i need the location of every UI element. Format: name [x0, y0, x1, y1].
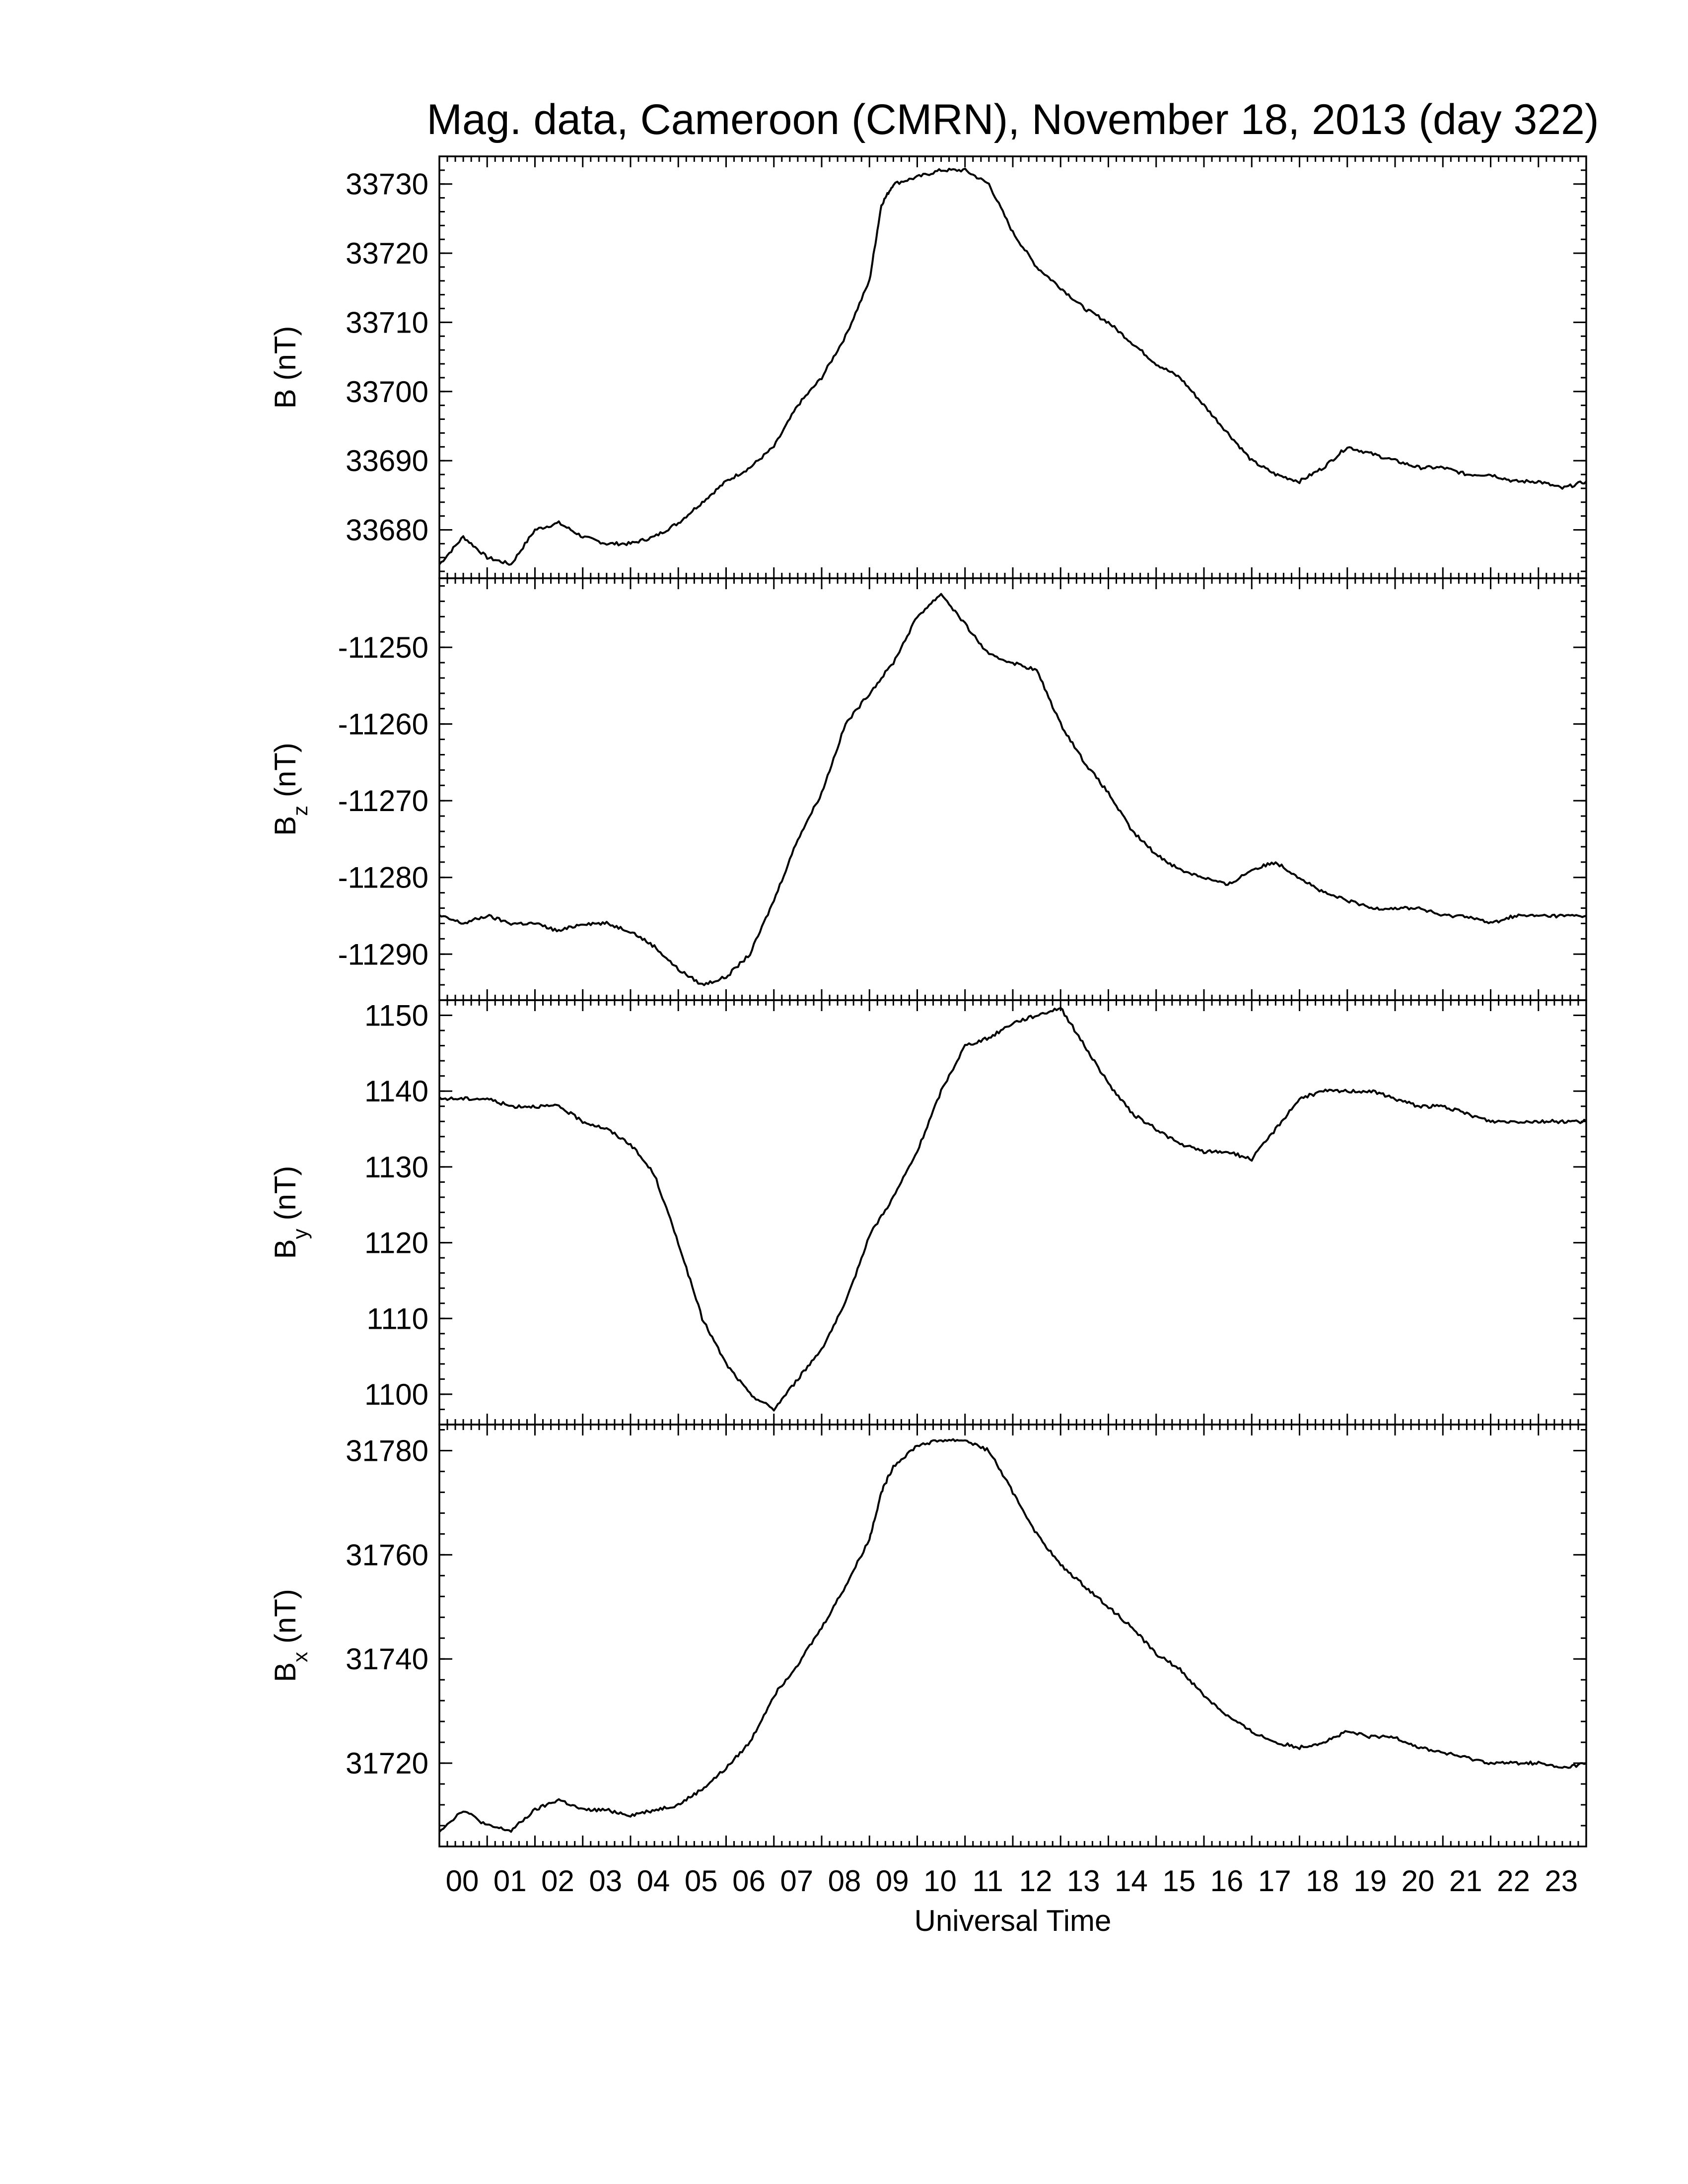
y-tick-label: 33710	[346, 306, 428, 340]
y-axis-label-unit: (nT)	[269, 743, 302, 806]
x-tick-label: 05	[684, 1864, 718, 1898]
x-tick-label: 09	[875, 1864, 909, 1898]
y-tick-label: 33690	[346, 444, 428, 478]
panel-By	[269, 999, 1586, 1425]
x-tick-label: 23	[1545, 1864, 1578, 1898]
panel-frame	[439, 578, 1586, 1000]
x-tick-label: 00	[445, 1864, 479, 1898]
y-axis-label-main: B	[269, 816, 302, 836]
x-axis	[446, 1864, 1578, 1898]
y-tick-label: -11290	[338, 938, 428, 971]
y-tick-label: 1140	[364, 1075, 428, 1108]
y-axis-label-unit: (nT)	[269, 326, 302, 389]
y-tick-label: 33680	[346, 513, 428, 547]
panel-frame	[439, 1000, 1586, 1425]
x-tick-label: 16	[1210, 1864, 1244, 1898]
y-tick-label: 31720	[346, 1747, 428, 1780]
series-line-Bx	[439, 1439, 1586, 1832]
y-tick-label: 1130	[364, 1150, 428, 1184]
x-tick-label: 18	[1306, 1864, 1339, 1898]
x-tick-label: 21	[1449, 1864, 1482, 1898]
series-line-B	[439, 169, 1586, 565]
y-tick-label: -11280	[338, 861, 428, 894]
panel-B	[269, 156, 1586, 578]
y-axis-label	[269, 1589, 312, 1682]
y-tick-label: 33700	[346, 375, 428, 409]
y-tick-label: 1110	[366, 1302, 428, 1336]
series-line-By	[439, 1008, 1586, 1411]
x-tick-label: 03	[589, 1864, 623, 1898]
y-tick-label: -11270	[338, 784, 428, 818]
x-tick-label: 13	[1066, 1864, 1100, 1898]
panel-Bz	[269, 578, 1586, 1000]
panels	[269, 156, 1586, 1846]
x-tick-label: 01	[493, 1864, 527, 1898]
y-tick-label: 31740	[346, 1642, 428, 1676]
x-tick-label: 08	[828, 1864, 861, 1898]
x-tick-label: 15	[1162, 1864, 1196, 1898]
y-tick-label: 1100	[364, 1377, 428, 1411]
y-axis-label	[269, 326, 302, 409]
panel-Bx	[269, 1425, 1586, 1846]
y-axis-label-main: B	[269, 1662, 302, 1682]
y-axis-label-unit: (nT)	[269, 1165, 302, 1229]
chart-title: Mag. data, Cameroon (CMRN), November 18, 2013 (day 322)	[426, 96, 1599, 143]
y-axis-label-unit: (nT)	[269, 1589, 302, 1652]
x-tick-label: 12	[1019, 1864, 1053, 1898]
x-tick-label: 22	[1497, 1864, 1530, 1898]
y-tick-label: -11250	[338, 631, 428, 665]
x-tick-label: 10	[923, 1864, 957, 1898]
y-axis-label-subscript: y	[288, 1228, 312, 1239]
y-axis-label-subscript: z	[288, 805, 312, 816]
y-tick-label: 31760	[346, 1538, 428, 1572]
y-axis-label	[269, 743, 312, 836]
x-tick-label: 02	[541, 1864, 574, 1898]
x-tick-label: 11	[972, 1864, 1003, 1898]
x-tick-label: 04	[636, 1864, 670, 1898]
y-axis-label-main: B	[269, 389, 302, 409]
series-line-Bz	[439, 594, 1586, 985]
y-tick-label: 33720	[346, 237, 428, 271]
y-tick-label: -11260	[338, 707, 428, 741]
panel-frame	[439, 1425, 1586, 1846]
y-tick-label: 1120	[364, 1226, 428, 1260]
panel-frame	[439, 156, 1586, 578]
x-tick-label: 20	[1401, 1864, 1435, 1898]
y-tick-label: 31780	[346, 1434, 428, 1468]
x-tick-label: 07	[780, 1864, 814, 1898]
y-tick-label: 1150	[364, 999, 428, 1032]
x-tick-label: 14	[1115, 1864, 1148, 1898]
y-tick-label: 33730	[346, 167, 428, 201]
x-axis-label: Universal Time	[914, 1904, 1112, 1937]
y-axis-label-main: B	[269, 1239, 302, 1259]
x-tick-label: 19	[1353, 1864, 1387, 1898]
x-tick-label: 06	[732, 1864, 766, 1898]
y-axis-label	[269, 1166, 312, 1259]
x-tick-label: 17	[1258, 1864, 1291, 1898]
y-axis-label-subscript: x	[288, 1651, 312, 1662]
